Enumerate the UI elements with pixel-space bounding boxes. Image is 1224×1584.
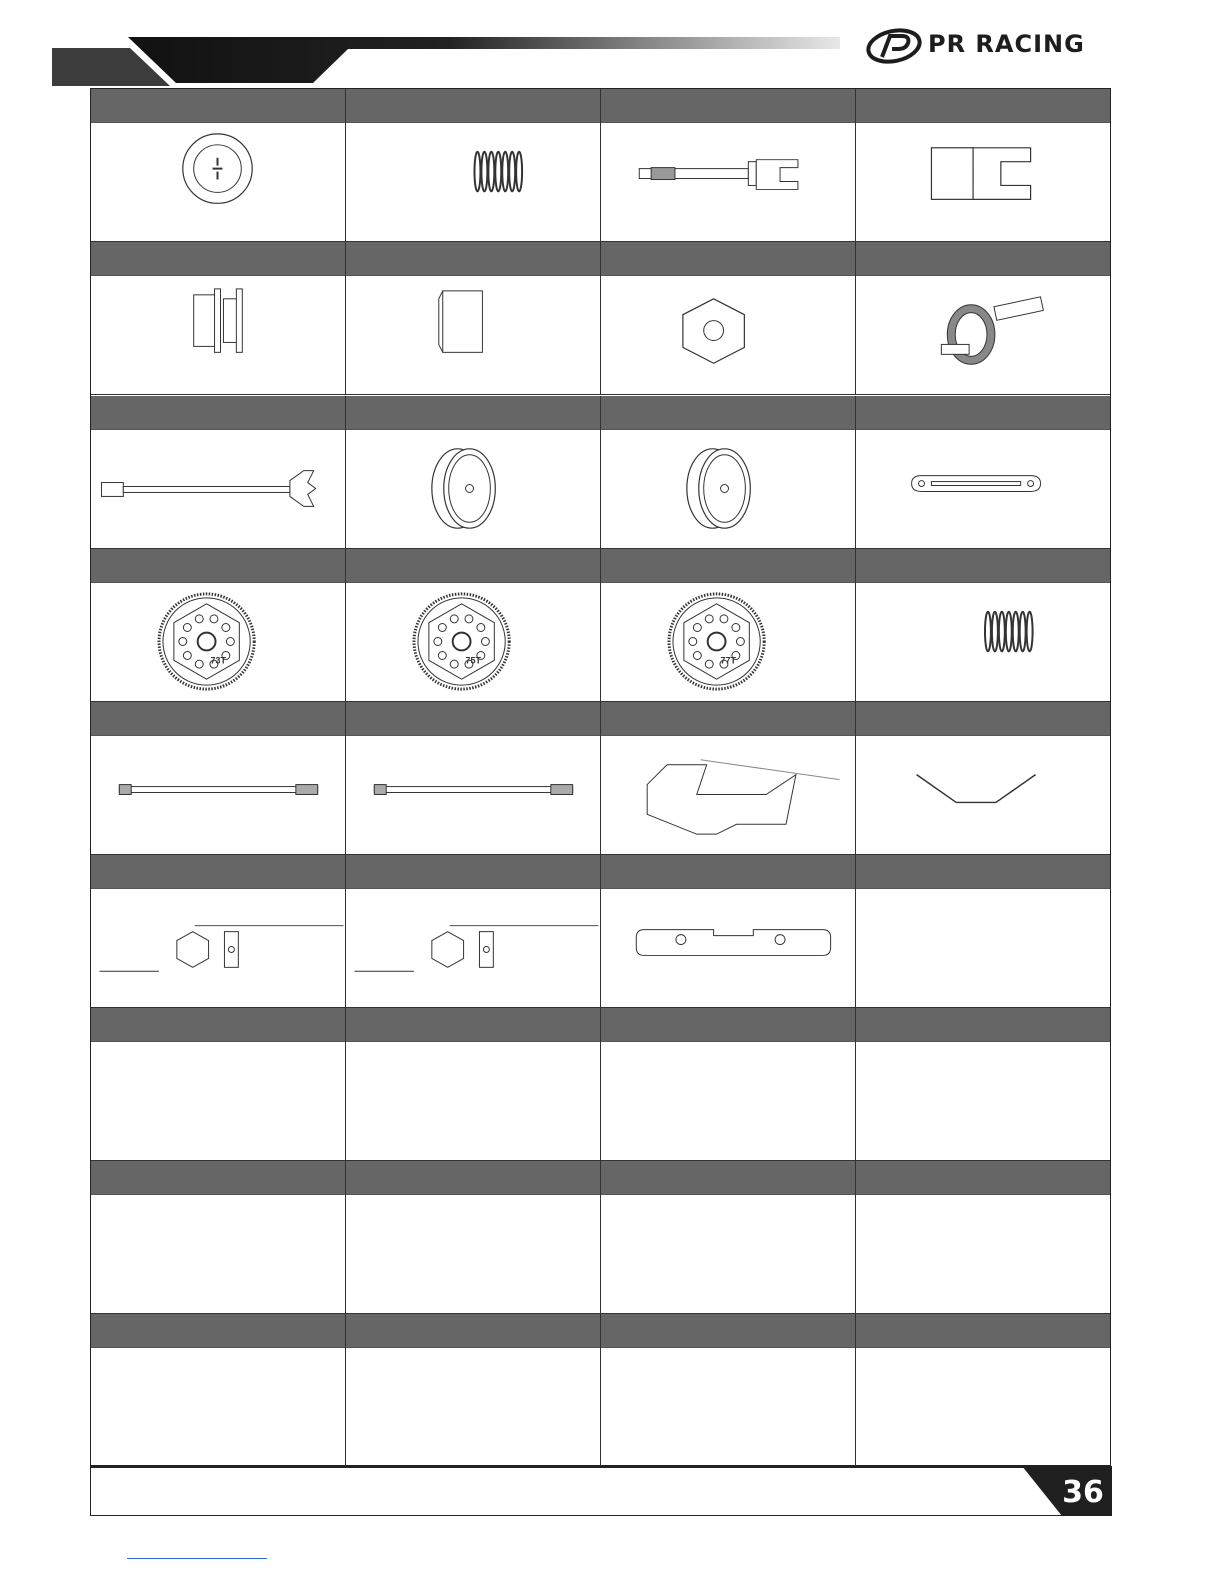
page-number: 36 [1062, 1475, 1104, 1510]
link-underline [127, 1558, 267, 1559]
part-cell [346, 1008, 601, 1161]
part-cell-header [91, 855, 345, 889]
footer-bar [90, 1466, 1111, 1516]
empty-cell [91, 1194, 345, 1313]
part-cell-header [346, 1314, 600, 1348]
empty-cell [856, 1041, 1110, 1160]
empty-cell [601, 1194, 855, 1313]
part-cell-header [601, 1008, 855, 1042]
part-cell [91, 1008, 346, 1161]
part-cell [856, 1008, 1110, 1161]
part-cell-header [346, 549, 600, 583]
part-cell-header [601, 242, 855, 276]
part-cell-body [346, 122, 600, 242]
part-cell-header [346, 1008, 600, 1042]
svg-text:75T: 75T [465, 655, 481, 666]
wing-wire-part-icon [856, 735, 1110, 854]
part-cell [601, 702, 856, 855]
part-cell-header [856, 855, 1110, 889]
part-cell [856, 549, 1110, 702]
part-cell-header [856, 1008, 1110, 1042]
parts-row [91, 1314, 1110, 1467]
part-cell-header [91, 1161, 345, 1195]
part-cell-header [601, 89, 855, 123]
svg-text:73T: 73T [210, 655, 226, 666]
part-cell-body [601, 735, 855, 855]
header-gradient-bar [128, 37, 840, 83]
part-cell-body [91, 429, 345, 549]
part-cell [91, 242, 346, 395]
spur-gear-part-icon [346, 582, 600, 701]
part-cell-body [346, 582, 600, 702]
empty-cell [91, 1347, 345, 1466]
part-cell [346, 1314, 601, 1467]
svg-text:77T: 77T [720, 655, 736, 666]
part-cell [601, 396, 856, 549]
part-cell [856, 1161, 1110, 1314]
part-cell-body [856, 429, 1110, 549]
part-cell-body [601, 275, 855, 395]
parts-row [91, 1161, 1110, 1314]
pin-block-part-icon [346, 275, 600, 394]
spur-gear-part-icon [91, 582, 345, 701]
part-cell-header [601, 549, 855, 583]
part-cell-body [601, 429, 855, 549]
part-cell [601, 1008, 856, 1161]
parts-row [91, 396, 1110, 549]
parts-row [91, 855, 1110, 1008]
part-cell [856, 1314, 1110, 1467]
turnbuckle-rod-part-icon [346, 735, 600, 854]
part-cell [346, 396, 601, 549]
part-cell [601, 1161, 856, 1314]
part-cell-header [601, 1161, 855, 1195]
part-cell-body [856, 1347, 1110, 1467]
empty-cell [856, 1194, 1110, 1313]
part-cell-body [601, 1347, 855, 1467]
empty-cell [91, 1041, 345, 1160]
part-cell [856, 396, 1110, 549]
part-cell [856, 702, 1110, 855]
wheel-part-icon [601, 429, 855, 548]
hex-adapter-part-icon [346, 888, 600, 1007]
part-cell-header [346, 396, 600, 430]
part-cell [856, 242, 1110, 395]
part-cell-body [91, 275, 345, 395]
part-cell-body [856, 582, 1110, 702]
part-cell-body [91, 1347, 345, 1467]
wheel-part-icon [346, 429, 600, 548]
part-cell [91, 702, 346, 855]
empty-cell [601, 1041, 855, 1160]
part-cell-body [91, 1041, 345, 1161]
part-cell-body [601, 888, 855, 1008]
part-cell-header [856, 396, 1110, 430]
part-cell-body [346, 888, 600, 1008]
spur-gear-part-icon [601, 582, 855, 701]
part-cell-header [346, 702, 600, 736]
part-cell-header [856, 242, 1110, 276]
part-cell [856, 855, 1110, 1008]
empty-cell [856, 888, 1110, 1007]
outdrive-cup-part-icon [856, 122, 1110, 241]
part-cell-header [91, 242, 345, 276]
part-cell [346, 855, 601, 1008]
part-cell [346, 549, 601, 702]
part-cell-header [91, 1008, 345, 1042]
part-cell-body [346, 735, 600, 855]
link-plate-part-icon [856, 429, 1110, 548]
part-cell-body [346, 1194, 600, 1314]
part-cell-body [91, 888, 345, 1008]
empty-cell [346, 1347, 600, 1466]
parts-row [91, 702, 1110, 855]
turnbuckle-rod-part-icon [91, 735, 345, 854]
part-cell-body [91, 122, 345, 242]
part-cell [346, 1161, 601, 1314]
part-cell-body [91, 582, 345, 702]
part-cell-body [856, 1041, 1110, 1161]
part-cell-body [856, 888, 1110, 1008]
part-cell-body [91, 1194, 345, 1314]
part-cell-body [91, 735, 345, 855]
part-cell-header [856, 89, 1110, 123]
parts-row [91, 242, 1110, 395]
part-cell-header [601, 702, 855, 736]
part-cell [346, 702, 601, 855]
spring-part-icon [346, 122, 600, 241]
part-cell-body [601, 122, 855, 242]
part-cell [91, 1161, 346, 1314]
part-cell-header [601, 396, 855, 430]
part-cell-body [346, 1041, 600, 1161]
part-cell-header [856, 549, 1110, 583]
part-cell-header [346, 242, 600, 276]
part-cell [91, 1314, 346, 1467]
part-cell-body [856, 275, 1110, 395]
part-cell-header [856, 1314, 1110, 1348]
empty-cell [856, 1347, 1110, 1466]
part-cell-header [601, 855, 855, 889]
part-cell [601, 242, 856, 395]
part-cell-header [856, 702, 1110, 736]
part-cell-body [856, 122, 1110, 242]
part-cell [91, 89, 346, 242]
suspension-mount-part-icon [601, 888, 855, 1007]
part-cell-body [856, 1194, 1110, 1314]
parts-row [91, 89, 1110, 242]
parts-grid [90, 88, 1111, 1466]
slipper-gear-assembly-icon [856, 275, 1110, 394]
part-cell [346, 89, 601, 242]
part-cell-body [601, 1194, 855, 1314]
part-cell-body [601, 582, 855, 702]
part-cell-header [91, 702, 345, 736]
dogbone-driveshaft-icon [91, 429, 345, 548]
drive-shaft-part-icon [601, 122, 855, 241]
part-cell [601, 89, 856, 242]
hex-adapter-part-icon [91, 888, 345, 1007]
part-cell-body [601, 1041, 855, 1161]
part-cell-header [346, 855, 600, 889]
part-cell-header [346, 89, 600, 123]
part-cell-body [856, 735, 1110, 855]
part-cell [91, 855, 346, 1008]
empty-cell [601, 1347, 855, 1466]
parts-row [91, 549, 1110, 702]
part-cell-body [346, 429, 600, 549]
part-cell-header [91, 1314, 345, 1348]
parts-row [91, 1008, 1110, 1161]
part-cell [601, 549, 856, 702]
washer-part-icon [91, 122, 345, 241]
part-cell-header [91, 549, 345, 583]
part-cell-body [346, 1347, 600, 1467]
empty-cell [346, 1041, 600, 1160]
part-cell-header [91, 396, 345, 430]
part-cell [601, 1314, 856, 1467]
part-cell [91, 396, 346, 549]
part-cell-header [856, 1161, 1110, 1195]
part-cell-header [346, 1161, 600, 1195]
part-cell-body [346, 275, 600, 395]
part-cell-header [601, 1314, 855, 1348]
part-cell [346, 242, 601, 395]
spring-part-icon [856, 582, 1110, 701]
hex-nut-part-icon [601, 275, 855, 394]
part-cell-header [91, 89, 345, 123]
part-cell [856, 89, 1110, 242]
part-cell [601, 855, 856, 1008]
empty-cell [346, 1194, 600, 1313]
brand-name: PR RACING [928, 30, 1085, 58]
front-bumper-part-icon [601, 735, 855, 854]
bushing-part-icon [91, 275, 345, 394]
part-cell [91, 549, 346, 702]
